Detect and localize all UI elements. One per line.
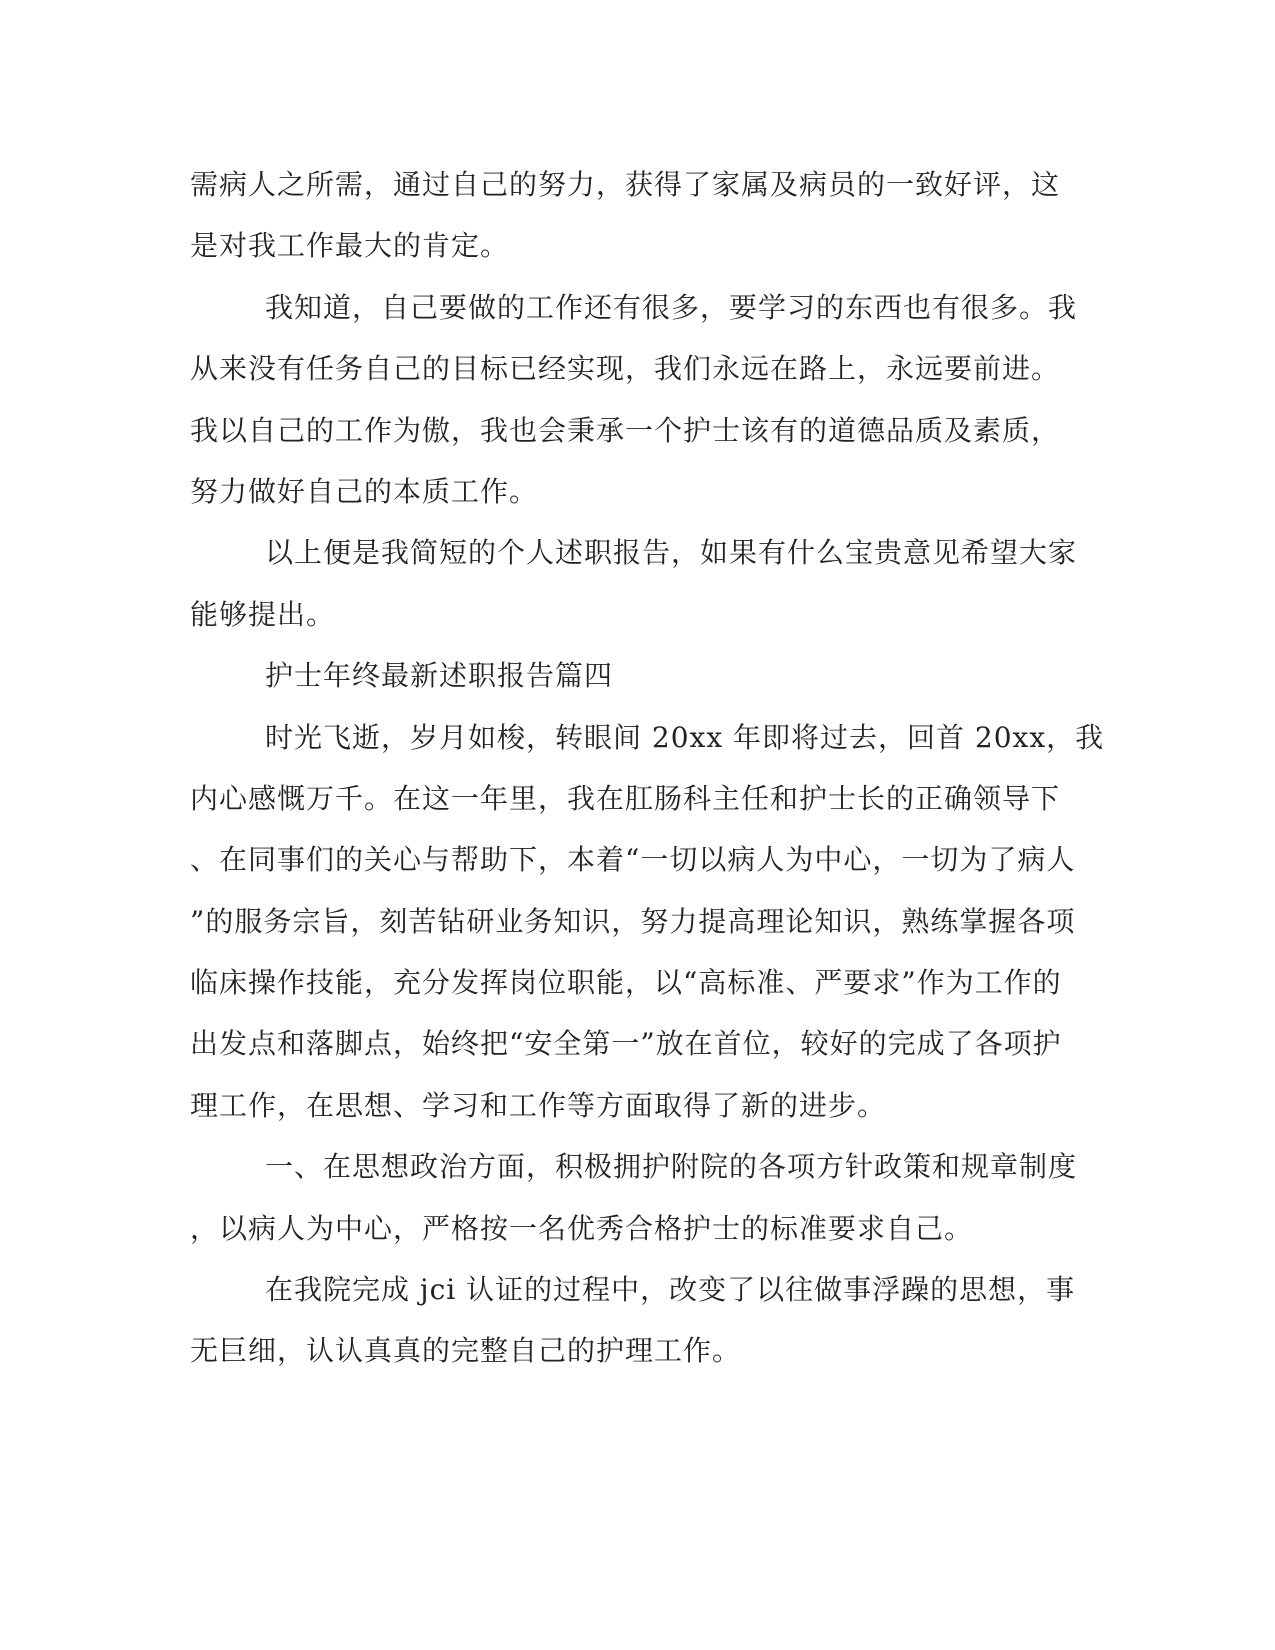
text-line: 以上便是我简短的个人述职报告，如果有什么宝贵意见希望大家 bbox=[265, 536, 1078, 570]
text-line: 努力做好自己的本质工作。 bbox=[190, 474, 539, 508]
text-line: 临床操作技能，充分发挥岗位职能，以“高标准、严要求”作为工作的 bbox=[190, 966, 1062, 1000]
text-line: 、在同事们的关心与帮助下，本着“一切以病人为中心，一切为了病人 bbox=[190, 843, 1076, 877]
text-line: 一、在思想政治方面，积极拥护附院的各项方针政策和规章制度 bbox=[265, 1150, 1078, 1184]
text-line: 理工作，在思想、学习和工作等方面取得了新的进步。 bbox=[190, 1088, 887, 1122]
text-line: ”的服务宗旨，刻苦钻研业务知识，努力提高理论知识，熟练掌握各项 bbox=[190, 904, 1076, 938]
text-line: ，以病人为中心，严格按一名优秀合格护士的标准要求自己。 bbox=[190, 1211, 974, 1245]
text-line: 能够提出。 bbox=[190, 597, 336, 631]
section-heading: 护士年终最新述职报告篇四 bbox=[265, 659, 614, 693]
text-line: 我以自己的工作为傲，我也会秉承一个护士该有的道德品质及素质， bbox=[190, 413, 1061, 447]
text-line: 从来没有任务自己的目标已经实现，我们永远在路上，永远要前进。 bbox=[190, 352, 1061, 386]
text-line: 无巨细，认认真真的完整自己的护理工作。 bbox=[190, 1334, 742, 1368]
text-line: 时光飞逝，岁月如梭，转眼间 20xx 年即将过去，回首 20xx，我 bbox=[265, 720, 1105, 754]
document-body bbox=[190, 154, 1105, 1382]
text-line: 我知道，自己要做的工作还有很多，要学习的东西也有很多。我 bbox=[265, 290, 1078, 324]
text-line: 需病人之所需，通过自己的努力，获得了家属及病员的一致好评，这 bbox=[190, 168, 1061, 201]
text-line: 内心感慨万千。在这一年里，我在肛肠科主任和护士长的正确领导下 bbox=[190, 781, 1061, 815]
text-line: 在我院完成 jci 认证的过程中，改变了以往做事浮躁的思想，事 bbox=[265, 1273, 1076, 1307]
text-line: 是对我工作最大的肯定。 bbox=[190, 229, 510, 263]
text-line: 出发点和落脚点，始终把“安全第一”放在首位，较好的完成了各项护 bbox=[190, 1027, 1062, 1061]
